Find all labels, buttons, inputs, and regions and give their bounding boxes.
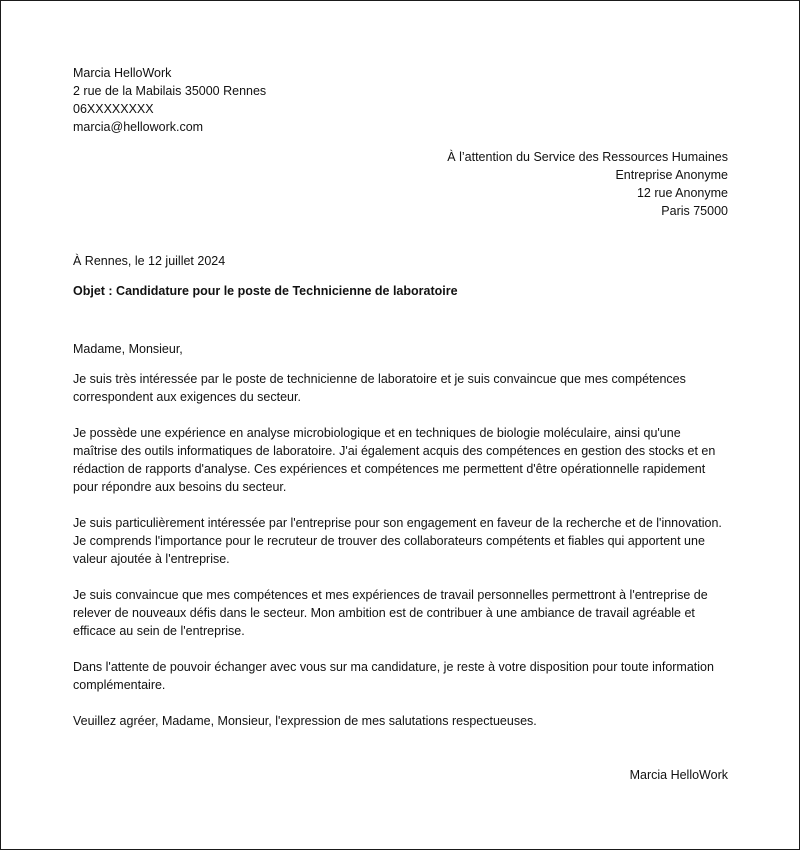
sender-address: 2 rue de la Mabilais 35000 Rennes bbox=[73, 84, 267, 98]
paragraph-availability: Dans l'attente de pouvoir échanger avec vous sur ma candidature, je reste à votre disposition pour toute information complémentaire. bbox=[73, 660, 714, 692]
sender-phone: 06XXXXXXXX bbox=[73, 102, 154, 116]
sender-name: Marcia HelloWork bbox=[73, 66, 172, 80]
sender-block bbox=[73, 64, 728, 136]
recipient-street: 12 rue Anonyme bbox=[636, 186, 728, 200]
paragraph-ambition: Je suis convaincue que mes compétences et mes expériences de travail personnelles permettront à l'entreprise de relever de nouveaux défis dans le secteur. Mon ambition est de contribuer à une ambiance de travail agréable et efficace au sein de l'entreprise. bbox=[73, 588, 708, 638]
paragraph-company: Je suis particulièrement intéressée par l'entreprise pour son engagement en faveur de la recherche et de l'innovation. Je comprends l'importance pour le recruteur de trouver des collaborateurs compétents et fiables qui apportent une valeur ajoutée à l'entreprise. bbox=[73, 516, 722, 566]
paragraph-interest: Je suis très intéressée par le poste de technicienne de laboratoire et je suis convaincue que mes compétences correspondent aux exigences du secteur. bbox=[73, 372, 686, 404]
recipient-attention: À l’attention du Service des Ressources Humaines bbox=[447, 150, 728, 164]
sender-email: marcia@hellowork.com bbox=[73, 120, 204, 134]
signature: Marcia HelloWork bbox=[629, 768, 728, 782]
subject-line: Objet : Candidature pour le poste de Technicienne de laboratoire bbox=[73, 284, 458, 298]
date-line: À Rennes, le 12 juillet 2024 bbox=[73, 254, 226, 268]
recipient-city: Paris 75000 bbox=[661, 204, 728, 218]
letter-content bbox=[73, 64, 728, 784]
recipient-company: Entreprise Anonyme bbox=[615, 168, 728, 182]
recipient-block bbox=[73, 148, 728, 220]
paragraph-closing: Veuillez agréer, Madame, Monsieur, l'expression de mes salutations respectueuses. bbox=[73, 714, 537, 728]
paragraph-experience: Je possède une expérience en analyse microbiologique et en techniques de biologie moléculaire, ainsi qu'une maîtrise des outils informatiques de laboratoire. J'ai également acquis des compétences en gestion des stocks et en rédaction de rapports d'analyse. Ces expériences et compétences me permettent d'être opérationnelle rapidement pour répondre aux besoins du secteur. bbox=[73, 426, 716, 494]
salutation: Madame, Monsieur, bbox=[73, 342, 183, 356]
